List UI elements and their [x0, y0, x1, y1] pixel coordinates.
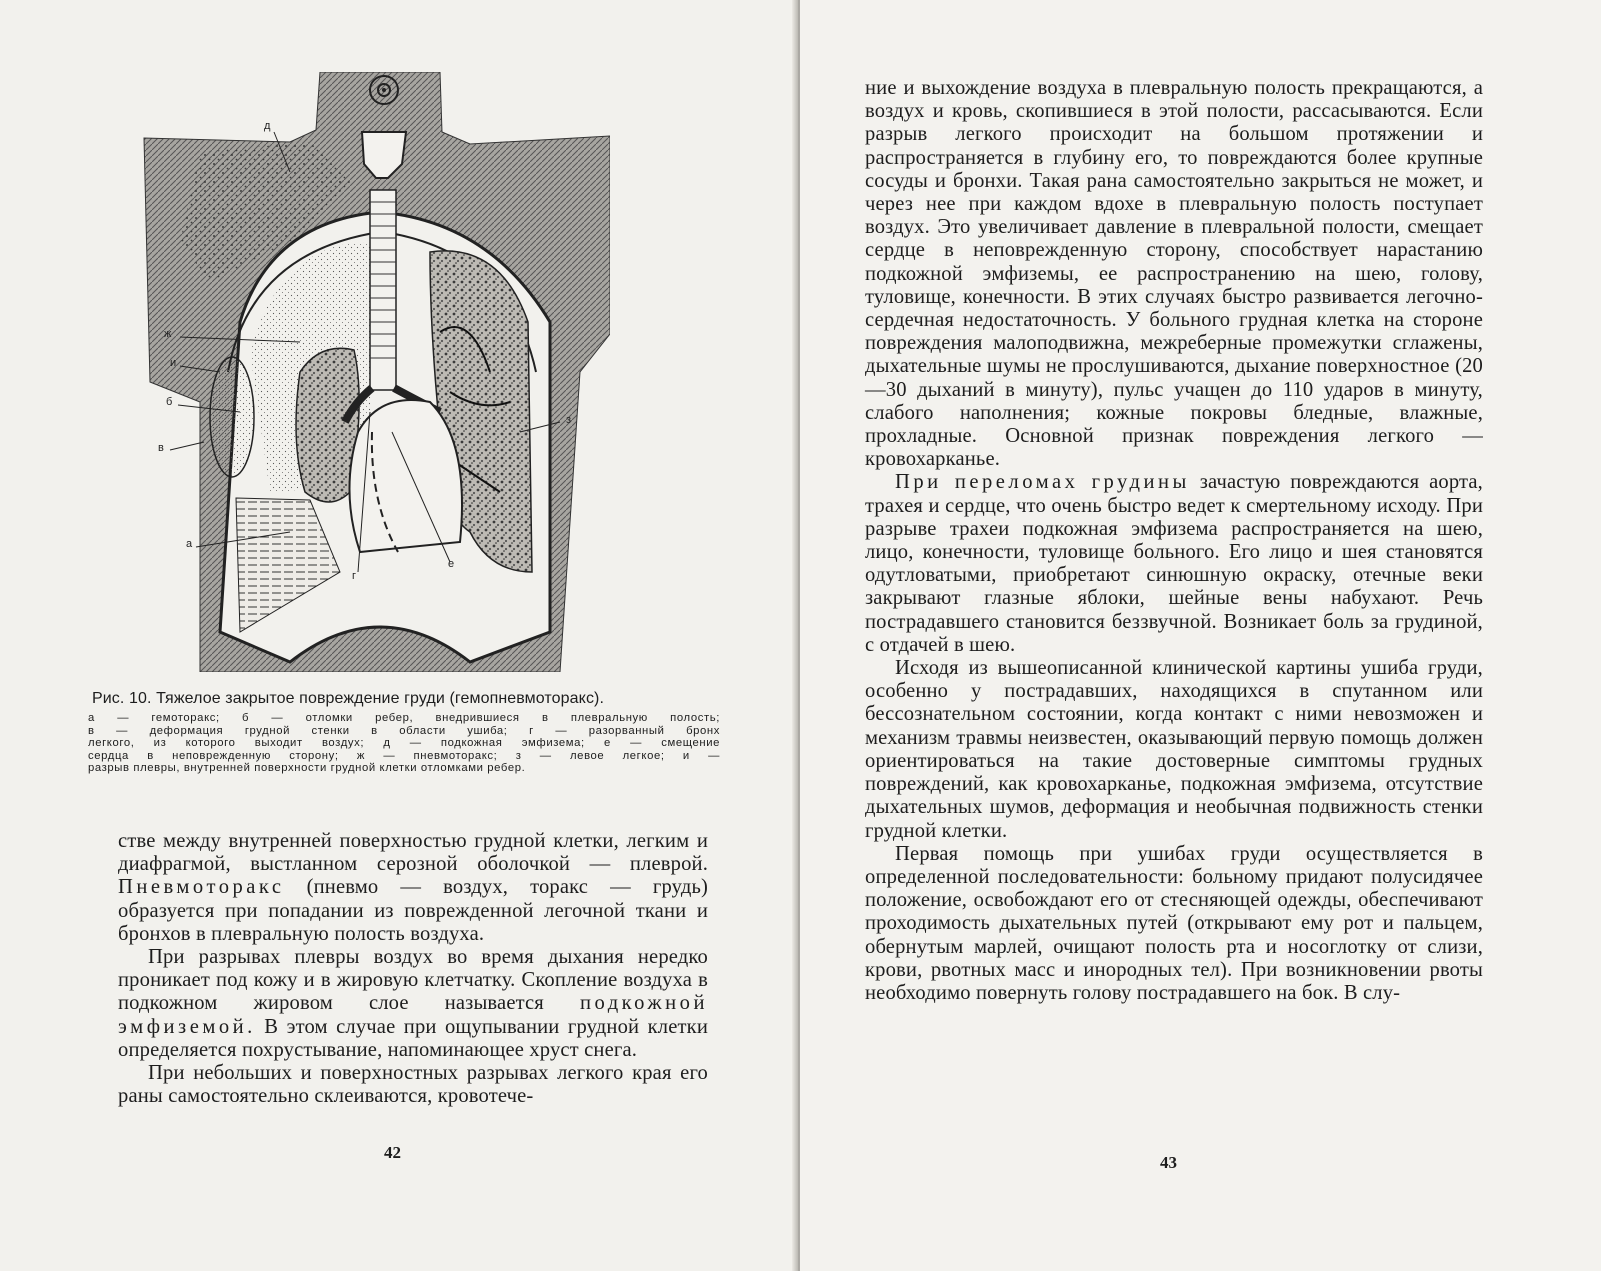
right-body-text [865, 77, 1483, 1005]
chest-injury-figure [140, 72, 610, 672]
callout-z: з [566, 414, 572, 426]
page-number: 42 [384, 1143, 401, 1162]
left-body-text [118, 830, 708, 1108]
paragraph: Первая помощь при ушибах груди осуществляется в определенной последовательности: больному придают полусидячее положение, освобождают его от стесняющей одежды, обеспечивают проходимость дыхательных путей (открывают ему рот и пальцем, обернутым марлей, очищают полость рта и носоглотку от слизи, крови, рвотных масс и инородных тел). При возникновении рвоты необходимо повернуть голову пострадавшего на бок. В слу- [865, 842, 1483, 1004]
callout-b: б [166, 396, 173, 408]
callout-g: г [352, 570, 357, 582]
caption-title: Рис. 10. Тяжелое закрытое повреждение груди (гемопневмоторакс). [92, 690, 605, 707]
term-sternum-fracture: При переломах грудины [895, 471, 1190, 494]
paragraph: ние и выхождение воздуха в плевральную полость прекращаются, а воздух и кровь, скопившиеся в этой полости, рассасываются. Если разрыв легкого происходит на большом протяжении и распространяется в глубину его, то повреждаются более крупные сосуды и бронхи. Такая рана самостоятельно закрыться не может, и через нее при каждом вдохе в плевральную полость поступает воздух. Это увеличивает давление в плевральной полости, смещает сердце в неповрежденную сторону, способствует нарастанию подкожной эмфиземы, ее распространению на шею, голову, туловище, конечности. В этих случаях быстро развивается легочно-сердечная недостаточность. У больного грудная клетка на стороне повреждения малоподвижна, межреберные промежутки сглажены, дыхательные шумы не прослушиваются, дыхание поверхностное (20—30 дыханий в минуту), пульс учащен до 110 ударов в минуту, слабого наполнения; кожные покровы бледные, влажные, прохладные. Основной признак повреждения легкого — кровохарканье. [865, 77, 1483, 471]
term-emphysema: подкожной эмфиземой. [118, 992, 708, 1038]
paragraph [118, 830, 708, 946]
paragraph [118, 946, 708, 1062]
paragraph: При небольших и поверхностных разрывах легкого края его раны самостоятельно склеиваются, кровотече- [118, 1062, 708, 1108]
chest-illustration [140, 72, 610, 672]
callout-a: а [186, 538, 193, 550]
left-page [0, 0, 798, 1271]
text-run: (пневмо — воздух, торакс — грудь) образуется при попадании из поврежденной легочной ткани и бронхов в плевральную полость воздуха. [118, 876, 708, 945]
caption-legend-line: разрыв плевры, внутренней поверхности грудной клетки отломками ребер. [88, 762, 526, 775]
caption-legend-line: легкого, из которого выходит воздух; д — подкожная эмфизема; е — смещение [88, 737, 720, 750]
callout-i: и [170, 357, 177, 369]
right-page [800, 0, 1601, 1271]
text-run: зачастую повреждаются аорта, трахея и сердце, что очень быстро ведет к смертельному исходу. При разрыве трахеи подкожная эмфизема распространяется на шею, лицо, конечности, туловище больного. Его лицо и шея становятся одутловатыми, приобретают синюшную окраску, отечные веки закрывают глазные яблоки, шейные вены набухают. Речь пострадавшего становится беззвучной. Возникает боль за грудиной, с отдачей в шею. [865, 471, 1483, 656]
text-run: При разрывах плевры воздух во время дыхания нередко проникает под кожу и в жировую клетчатку. Скопление воздуха в подкожном жировом слое называется [118, 946, 708, 1015]
paragraph: Исходя из вышеописанной клинической картины ушиба груди, особенно у пострадавших, находящихся в спутанном или бессознательном состоянии, когда контакт с ними невозможен и механизм травмы неизвестен, оказывающий первую помощь должен ориентироваться на такие достоверные симптомы грудных повреждений, как кровохарканье, подкожная эмфизема, отсутствие дыхательных шумов, деформация и необычная подвижность стенки грудной клетки. [865, 657, 1483, 842]
caption-legend-line: в — деформация грудной стенки в области ушиба; г — разорванный бронх [88, 724, 720, 737]
text-run: стве между внутренней поверхностью грудной клетки, легким и диафрагмой, выстланном серозной оболочкой — плеврой. [118, 830, 708, 876]
page-number: 43 [1160, 1153, 1177, 1172]
callout-e: е [448, 558, 455, 570]
text-run: В этом случае при ощупывании грудной клетки определяется похрустывание, напоминающее хруст снега. [118, 1015, 708, 1061]
callout-zh: ж [164, 328, 172, 340]
callout-v: в [158, 442, 164, 454]
figure-caption [88, 690, 720, 775]
paragraph [865, 471, 1483, 657]
caption-legend-line: а — гемоторакс; б — отломки ребер, внедрившиеся в плевральную полость; [88, 712, 720, 724]
callout-d: д [264, 120, 271, 132]
term-pneumothorax: Пневмоторакс [118, 876, 285, 899]
caption-legend-line: сердца в неповрежденную сторону; ж — пневмоторакс; з — левое легкое; и — [88, 749, 720, 762]
